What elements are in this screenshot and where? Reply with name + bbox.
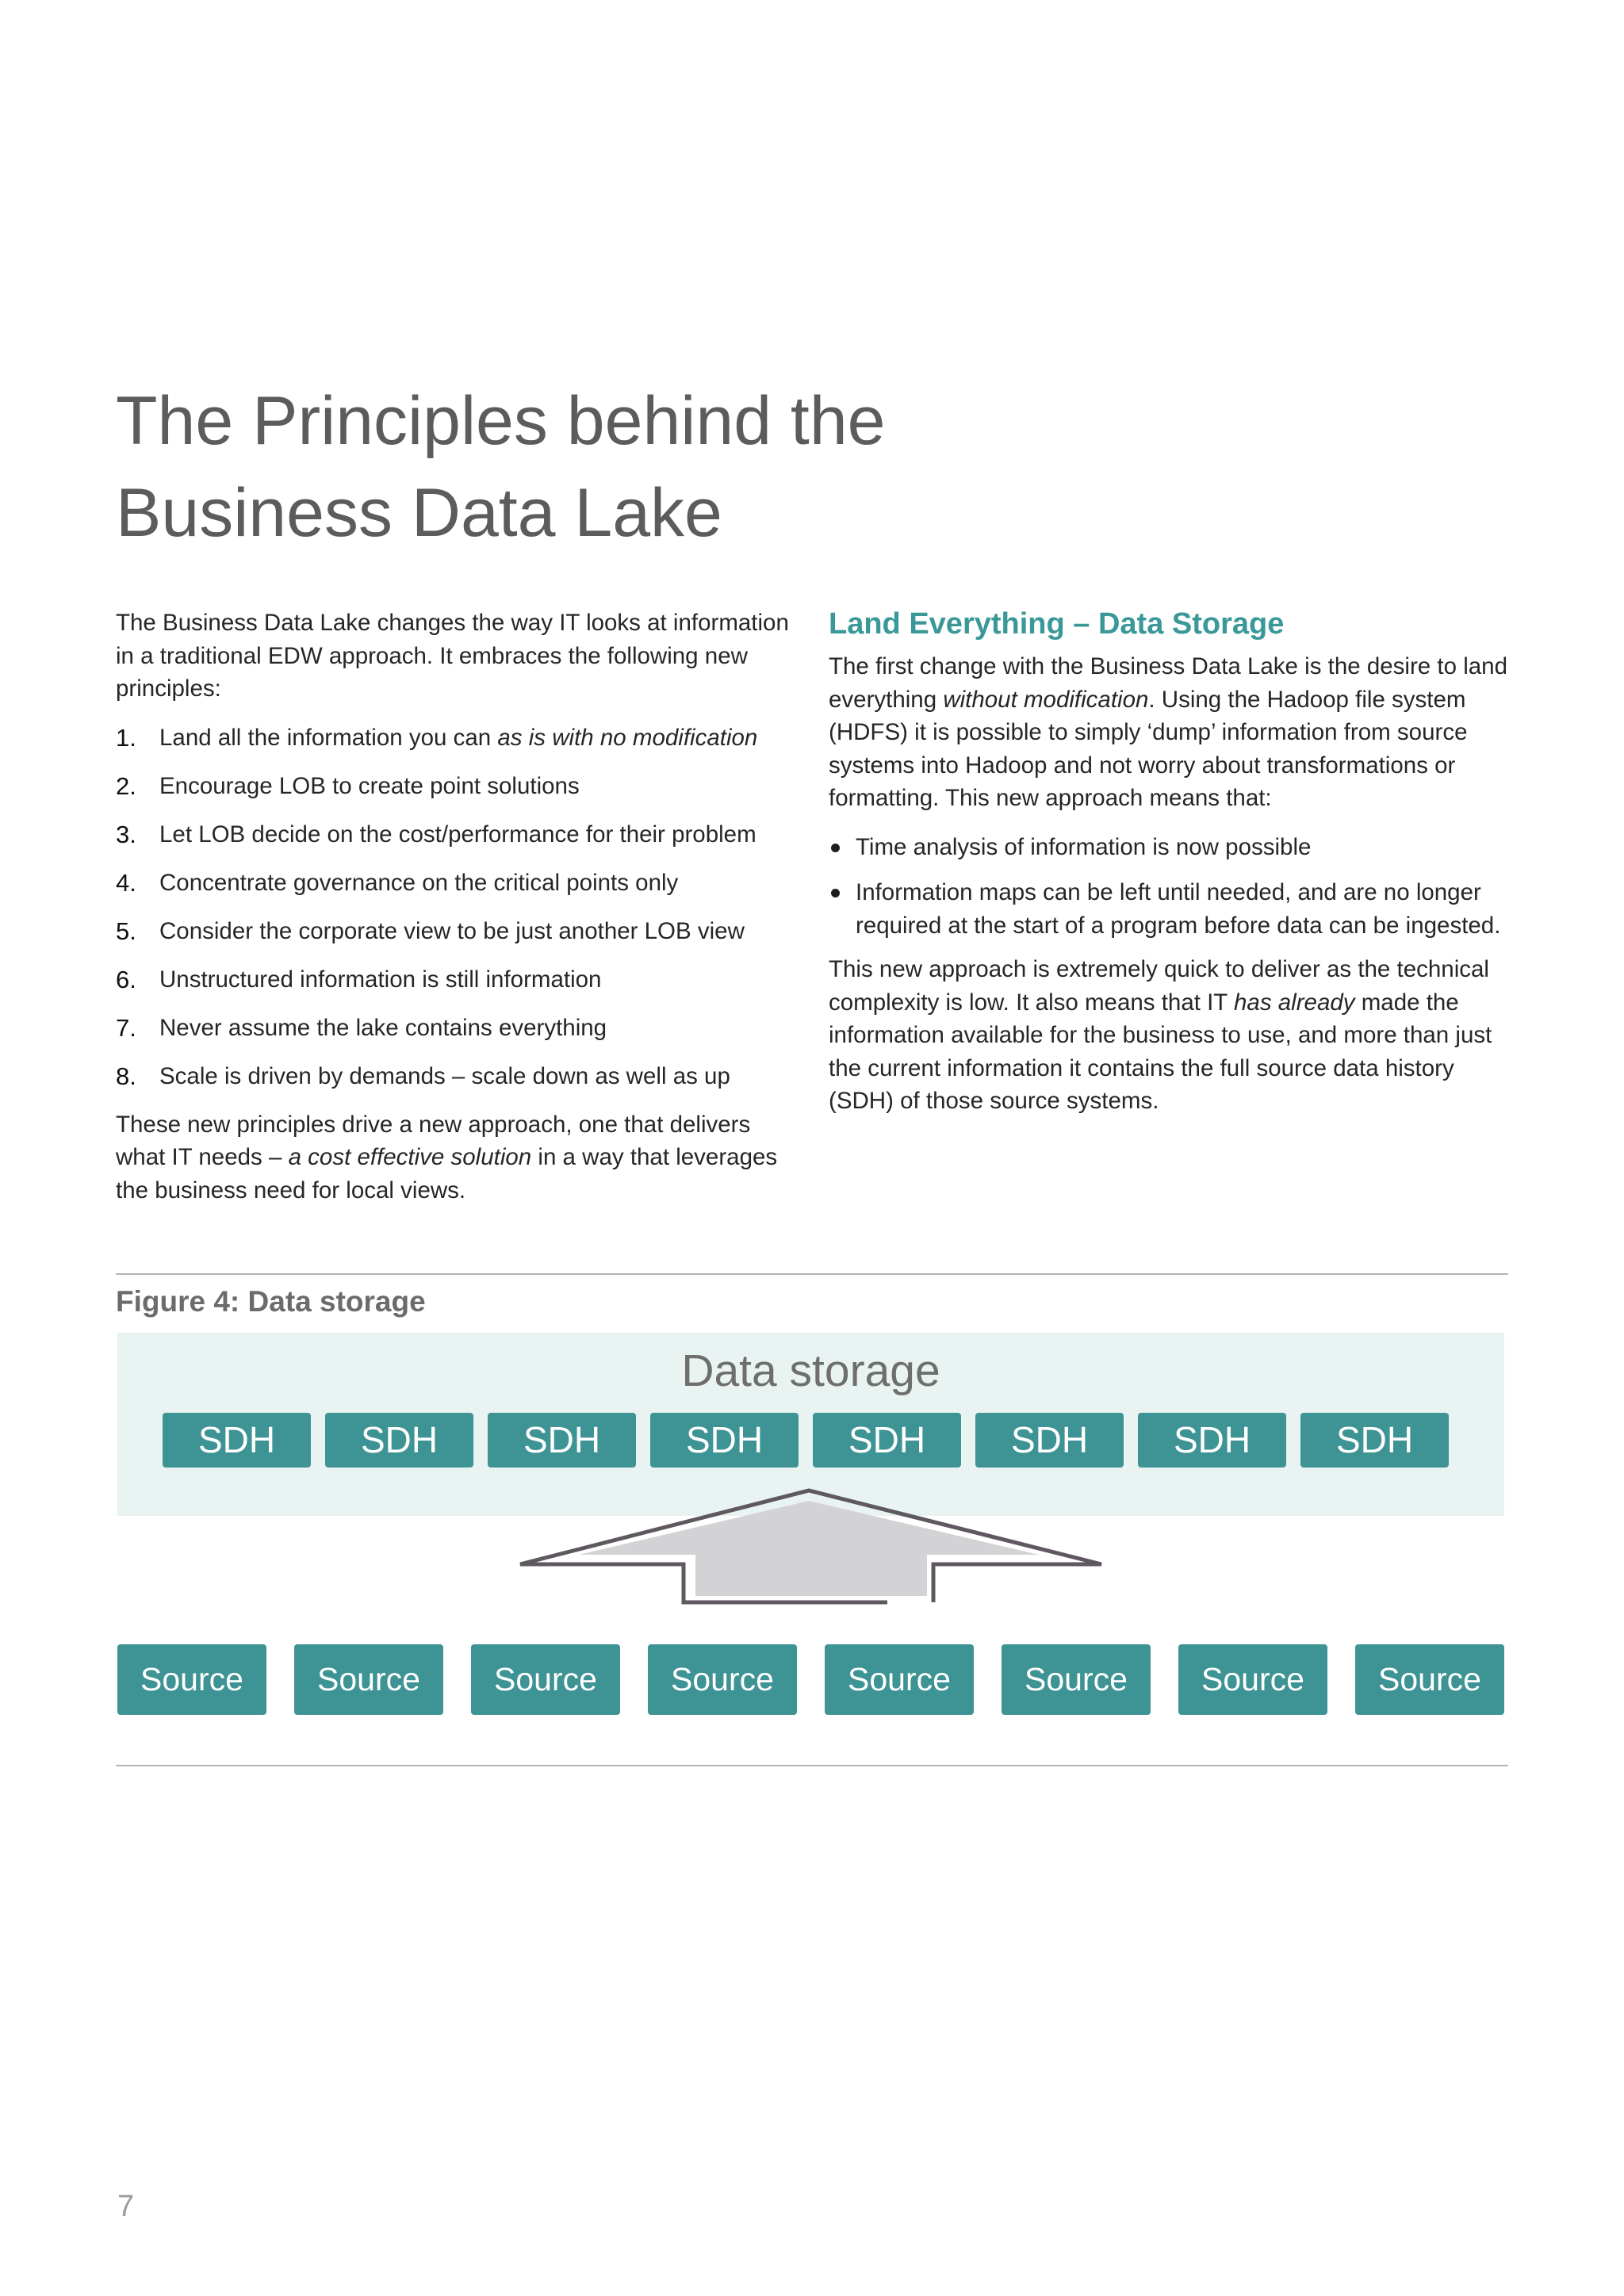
page-title [116, 375, 885, 559]
principle-text: Let LOB decide on the cost/performance for their problem [159, 821, 756, 848]
paragraph-2-emphasis: has already [1234, 989, 1355, 1016]
principle-number: 7. [116, 1013, 136, 1042]
bullet-item [829, 831, 1511, 864]
bullet-icon [831, 844, 840, 852]
source-box: Source [117, 1644, 266, 1715]
bullet-icon [831, 889, 840, 897]
data-storage-label: Data storage [681, 1345, 940, 1396]
source-box: Source [1355, 1644, 1504, 1715]
page-number: 7 [117, 2190, 135, 2223]
principle-item [116, 867, 806, 900]
sdh-box: SDH [650, 1413, 799, 1468]
source-box: Source [471, 1644, 620, 1715]
arrow-fill [579, 1501, 1039, 1596]
principle-item [116, 770, 806, 803]
section-paragraph-1 [829, 650, 1511, 815]
page-title-line-1: The Principles behind the [116, 383, 886, 459]
bullet-item [829, 876, 1511, 942]
figure-top-divider [116, 1273, 1508, 1275]
closing-text-before: These new principles drive a new approach, one that delivers what IT needs – [116, 1111, 751, 1170]
source-box: Source [1002, 1644, 1151, 1715]
paragraph-2-after: made the information available for the business to use, and more than just the current information it contains the full source data history (SDH) of those source systems. [829, 989, 1492, 1114]
principle-text: Never assume the lake contains everything [159, 1014, 607, 1041]
sdh-box: SDH [325, 1413, 473, 1468]
principle-item [116, 963, 806, 997]
principle-text: Land all the information you can [159, 724, 498, 751]
figure-caption: Figure 4: Data storage [116, 1285, 426, 1318]
principle-number: 5. [116, 916, 136, 945]
sdh-box: SDH [813, 1413, 961, 1468]
principle-number: 6. [116, 965, 136, 993]
principle-item [116, 818, 806, 851]
source-box: Source [1178, 1644, 1327, 1715]
section-heading: Land Everything – Data Storage [829, 607, 1285, 641]
principle-number: 8. [116, 1062, 136, 1090]
sdh-box: SDH [1300, 1413, 1449, 1468]
intro-paragraph: The Business Data Lake changes the way IT looks at information in a traditional EDW approach. It embraces the following new principles: [116, 610, 789, 702]
section-paragraph-2 [829, 953, 1511, 1118]
principle-number: 4. [116, 868, 136, 897]
principle-number: 2. [116, 771, 136, 800]
principle-text: Scale is driven by demands – scale down as well as up [159, 1062, 730, 1089]
principle-item [116, 721, 806, 755]
sdh-box: SDH [975, 1413, 1124, 1468]
principle-item [116, 1060, 806, 1093]
principle-text: Encourage LOB to create point solutions [159, 772, 580, 799]
paragraph-2-before: This new approach is extremely quick to deliver as the technical complexity is low. It also means that IT [829, 956, 1489, 1016]
paragraph-1-after: . Using the Hadoop file system (HDFS) it is possible to simply ‘dump’ information from source systems into Hadoop and not worry about transformations or formatting. This new approach means that: [829, 686, 1468, 811]
principle-text: Consider the corporate view to be just another LOB view [159, 917, 745, 944]
sdh-box: SDH [488, 1413, 636, 1468]
closing-paragraph [116, 1108, 806, 1207]
up-arrow-icon [476, 1475, 1150, 1617]
source-box: Source [294, 1644, 443, 1715]
principle-text: Concentrate governance on the critical points only [159, 869, 679, 896]
paragraph-1-emphasis: without modification [943, 686, 1149, 713]
principle-number: 3. [116, 820, 136, 848]
closing-text-after: in a way that leverages the business need for local views. [116, 1144, 778, 1203]
sdh-box: SDH [1138, 1413, 1286, 1468]
principle-number: 1. [116, 723, 136, 752]
principles-list [116, 721, 806, 1093]
page-title-line-2: Business Data Lake [116, 475, 722, 551]
paragraph-1-before: The first change with the Business Data Lake is the desire to land everything [829, 653, 1507, 713]
left-column [116, 607, 806, 1207]
source-box: Source [648, 1644, 797, 1715]
principle-item [116, 1012, 806, 1045]
principle-emphasis: as is with no modification [497, 724, 758, 751]
sdh-box: SDH [163, 1413, 311, 1468]
bullet-text: Information maps can be left until needed, and are no longer required at the start of a program before data can be ingested. [856, 879, 1501, 939]
bullet-list [829, 831, 1511, 943]
figure-bottom-divider [116, 1765, 1508, 1766]
source-box: Source [825, 1644, 974, 1715]
principle-item [116, 915, 806, 948]
closing-emphasis: a cost effective solution [288, 1144, 532, 1170]
right-column [829, 606, 1511, 1118]
principle-text: Unstructured information is still information [159, 966, 602, 993]
bullet-text: Time analysis of information is now possible [856, 833, 1312, 860]
